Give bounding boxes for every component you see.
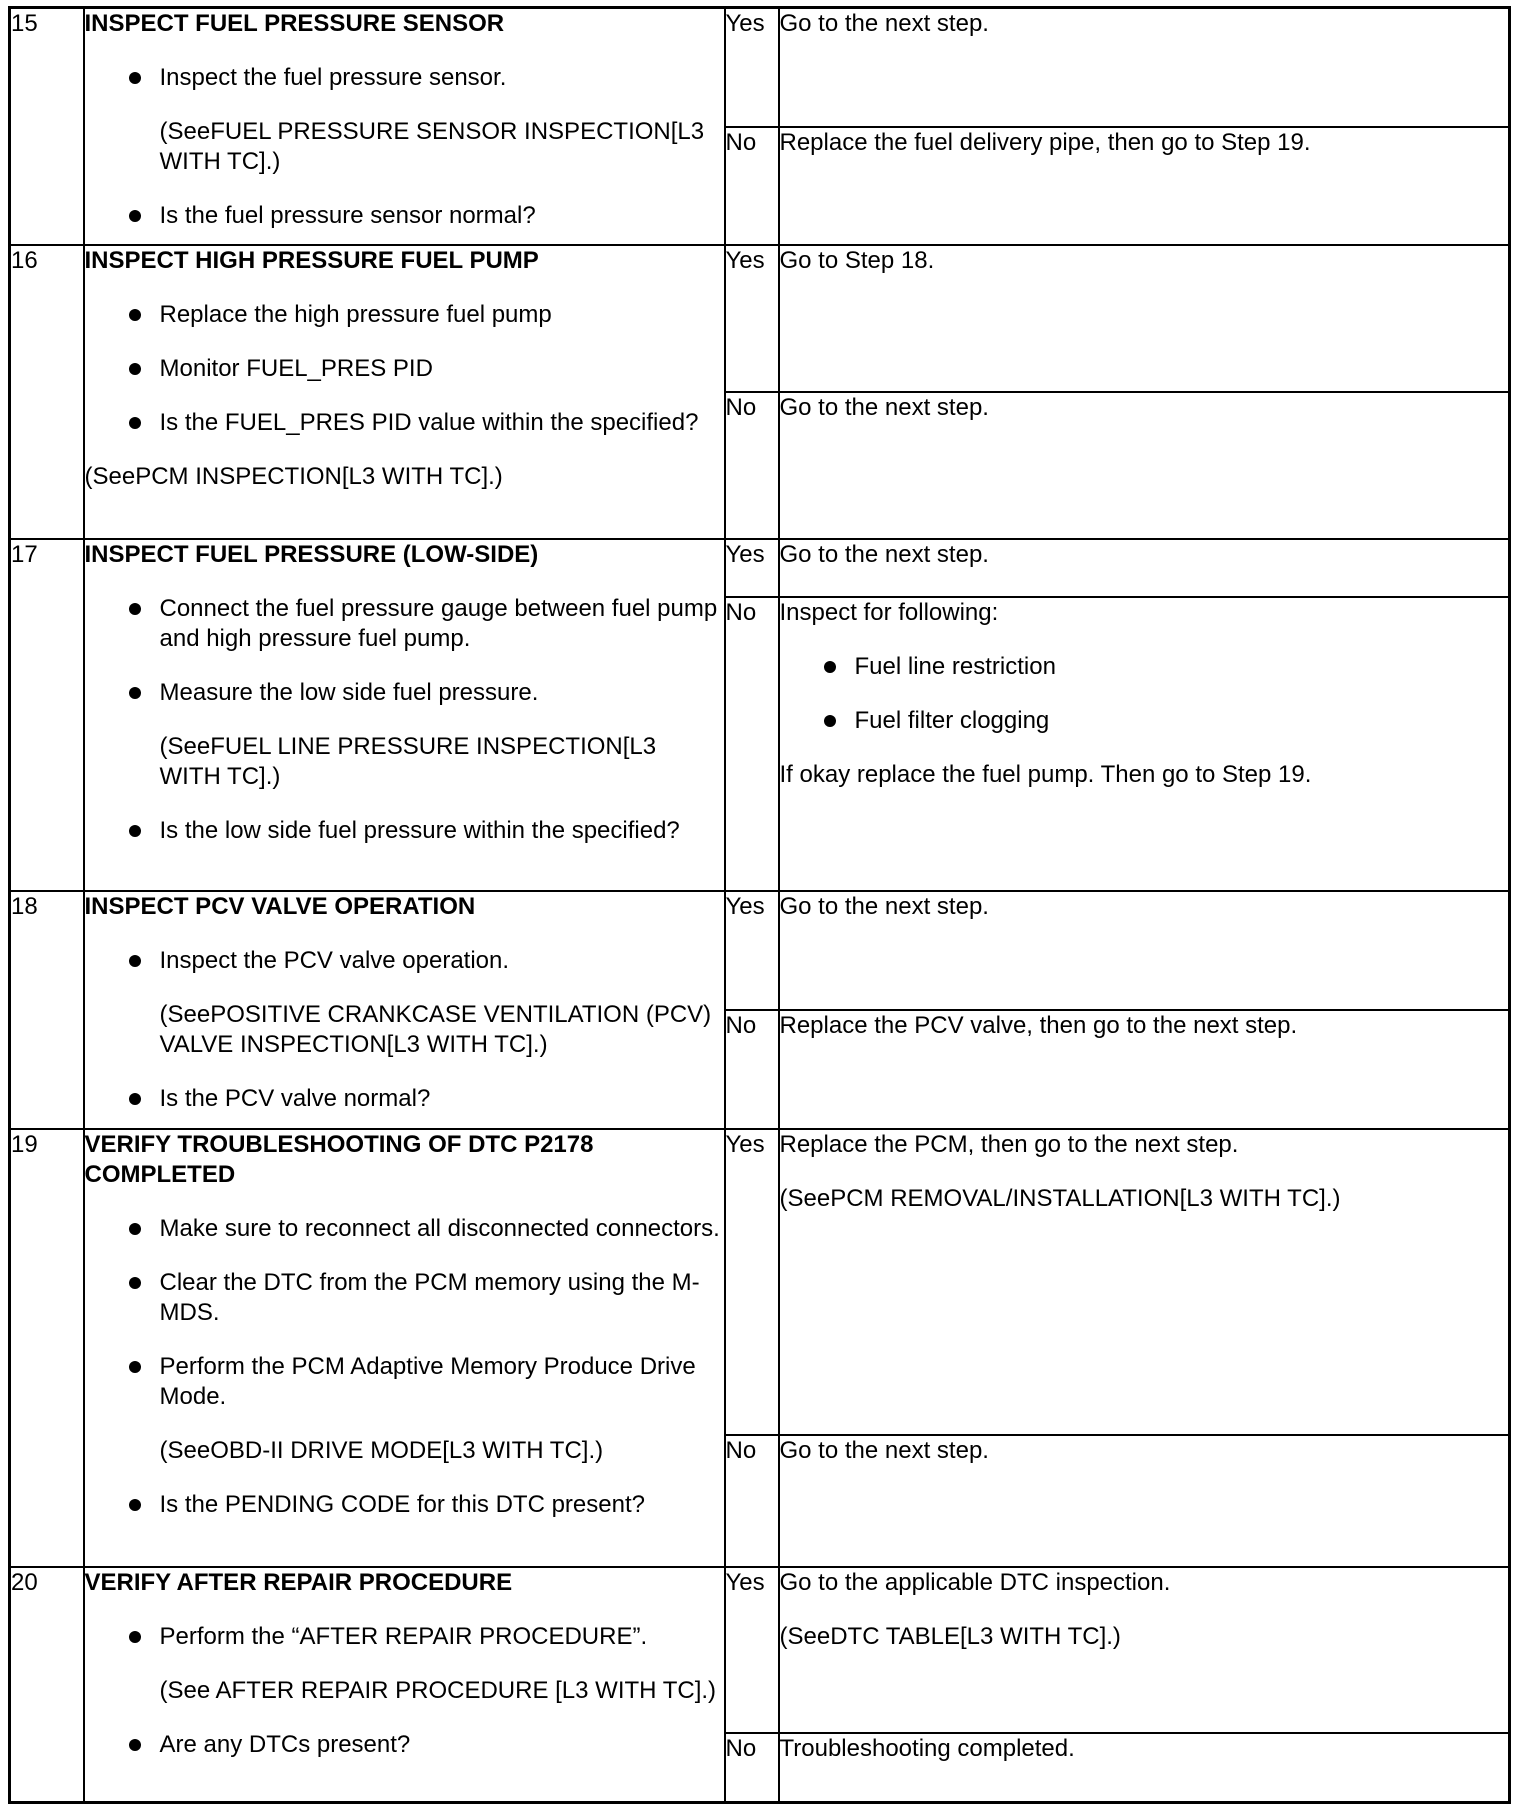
step-title: INSPECT PCV VALVE OPERATION (84, 892, 476, 920)
step-title: INSPECT FUEL PRESSURE SENSOR (84, 10, 505, 37)
no-intro: Inspect for following: (779, 598, 999, 626)
yes-result: Go to the next step. (779, 891, 1510, 1010)
yes-label: Yes (725, 539, 779, 597)
no-result-block (779, 597, 1510, 891)
action-question: Is the PENDING CODE for this DTC present? (85, 1490, 724, 1520)
no-label: No (725, 1010, 779, 1129)
yes-result-block (779, 1129, 1510, 1435)
step-number: 18 (10, 891, 84, 1129)
yes-result: Go to the applicable DTC inspection. (779, 1568, 1171, 1596)
step-20-yes-row (10, 1567, 1510, 1733)
no-result: Replace the fuel delivery pipe, then go to Step 19. (779, 127, 1510, 245)
action-question: Is the PCV valve normal? (85, 1084, 724, 1114)
action-question: Is the FUEL_PRES PID value within the specified? (85, 408, 724, 438)
yes-label: Yes (725, 8, 779, 127)
no-result: Troubleshooting completed. (779, 1733, 1510, 1803)
no-label: No (725, 1435, 779, 1567)
no-result: Go to the next step. (779, 392, 1510, 539)
reference-note: (SeePOSITIVE CRANKCASE VENTILATION (PCV) VALVE INSPECTION[L3 WITH TC].) (159, 1000, 712, 1058)
yes-result-block (779, 1567, 1510, 1733)
action-bullet: Connect the fuel pressure gauge between fuel pump and high pressure fuel pump. (85, 594, 724, 654)
step-15-action (84, 8, 725, 245)
no-label: No (725, 1733, 779, 1803)
action-bullet: Perform the PCM Adaptive Memory Produce Drive Mode. (85, 1352, 724, 1412)
action-question: Are any DTCs present? (85, 1730, 724, 1760)
step-16-action (84, 245, 725, 539)
action-bullet: Replace the high pressure fuel pump (85, 300, 724, 330)
no-label: No (725, 597, 779, 891)
yes-result: Go to the next step. (779, 539, 1510, 597)
reference-note: (SeePCM INSPECTION[L3 WITH TC].) (84, 462, 503, 490)
reference-note: (SeeDTC TABLE[L3 WITH TC].) (779, 1622, 1121, 1650)
yes-result: Replace the PCM, then go to the next step. (779, 1130, 1239, 1158)
yes-result: Go to the next step. (779, 8, 1510, 127)
action-bullet: Make sure to reconnect all disconnected connectors. (85, 1214, 724, 1244)
yes-result: Go to Step 18. (779, 245, 1510, 392)
step-18-yes-row (10, 891, 1510, 1010)
yes-label: Yes (725, 891, 779, 1010)
inspect-item: Fuel filter clogging (780, 706, 1509, 736)
step-number: 16 (10, 245, 84, 539)
step-18-action (84, 891, 725, 1129)
step-17-yes-row (10, 539, 1510, 597)
no-result: Replace the PCV valve, then go to the next step. (779, 1010, 1510, 1129)
step-title: VERIFY TROUBLESHOOTING OF DTC P2178 COMPLETED (84, 1130, 594, 1188)
action-question: Is the low side fuel pressure within the specified? (85, 816, 724, 846)
step-19-action (84, 1129, 725, 1567)
step-number: 19 (10, 1129, 84, 1567)
action-question: Is the fuel pressure sensor normal? (85, 201, 724, 231)
step-number: 17 (10, 539, 84, 891)
reference-note: (SeePCM REMOVAL/INSTALLATION[L3 WITH TC].) (779, 1184, 1341, 1212)
reference-note: (SeeFUEL PRESSURE SENSOR INSPECTION[L3 WITH TC].) (159, 118, 705, 175)
yes-label: Yes (725, 1567, 779, 1733)
inspect-item: Fuel line restriction (780, 652, 1509, 682)
step-19-yes-row (10, 1129, 1510, 1435)
yes-label: Yes (725, 245, 779, 392)
step-17-action (84, 539, 725, 891)
action-bullet: Measure the low side fuel pressure. (85, 678, 724, 708)
action-bullet: Clear the DTC from the PCM memory using the M-MDS. (85, 1268, 724, 1328)
action-bullet: Inspect the fuel pressure sensor. (85, 63, 724, 93)
step-title: INSPECT HIGH PRESSURE FUEL PUMP (84, 246, 539, 274)
action-bullet: Perform the “AFTER REPAIR PROCEDURE”. (85, 1622, 724, 1652)
step-title: VERIFY AFTER REPAIR PROCEDURE (84, 1568, 513, 1596)
no-result: Go to the next step. (779, 1435, 1510, 1567)
reference-note: (SeeFUEL LINE PRESSURE INSPECTION[L3 WITH TC].) (159, 732, 657, 790)
step-15-yes-row (10, 8, 1510, 127)
reference-note: (SeeOBD-II DRIVE MODE[L3 WITH TC].) (159, 1436, 604, 1464)
action-bullet: Inspect the PCV valve operation. (85, 946, 724, 976)
step-title: INSPECT FUEL PRESSURE (LOW-SIDE) (84, 540, 539, 568)
no-label: No (725, 127, 779, 245)
procedure-sheet (8, 6, 1508, 1804)
no-result: If okay replace the fuel pump. Then go to Step 19. (779, 760, 1312, 788)
action-bullet: Monitor FUEL_PRES PID (85, 354, 724, 384)
no-label: No (725, 392, 779, 539)
step-16-yes-row (10, 245, 1510, 392)
yes-label: Yes (725, 1129, 779, 1435)
troubleshooting-table (8, 6, 1511, 1804)
step-number: 15 (10, 8, 84, 245)
step-number: 20 (10, 1567, 84, 1803)
reference-note: (See AFTER REPAIR PROCEDURE [L3 WITH TC].) (159, 1676, 717, 1704)
step-20-action (84, 1567, 725, 1803)
